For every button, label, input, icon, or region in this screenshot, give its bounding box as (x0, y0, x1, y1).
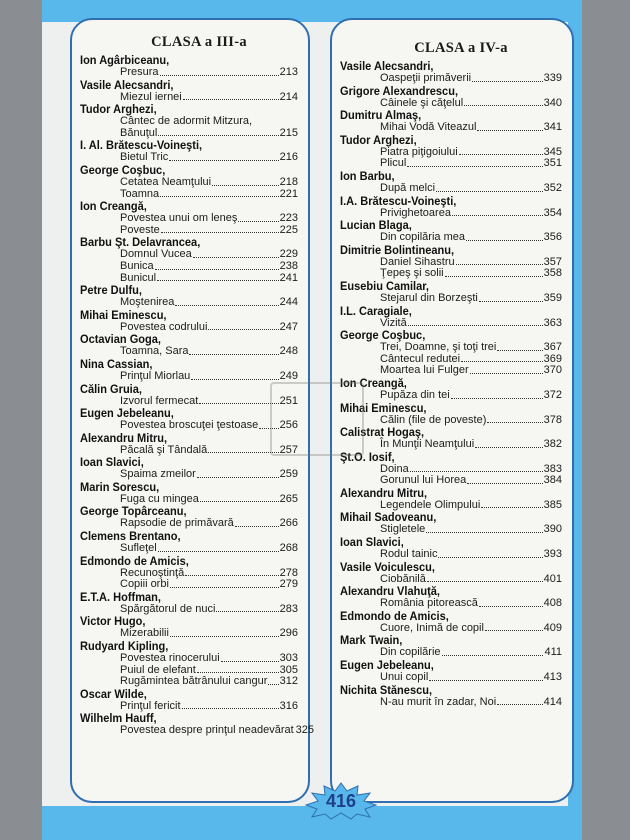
page-ref: 363 (543, 316, 562, 329)
author-name: Nichita Stănescu, (340, 682, 433, 697)
work-title: În Munţii Neamţului (380, 438, 475, 451)
dot-leader (481, 500, 542, 509)
page-ref: 316 (279, 699, 298, 712)
page-ref: 352 (543, 181, 562, 194)
work-title: Rodul tainic (380, 548, 438, 561)
work-title: Prinţul Miorlau (120, 369, 191, 382)
work-title: Bietul Tric (120, 151, 169, 164)
work-title: Recunoştinţă (120, 566, 185, 579)
dot-leader (408, 318, 543, 327)
dot-leader (479, 293, 543, 302)
dot-leader (193, 249, 279, 258)
work-title: Doina (380, 462, 409, 475)
page-ref: 221 (279, 187, 298, 200)
dot-leader (429, 672, 542, 681)
page-ref: 409 (543, 621, 562, 634)
work-title: Ciobănilă (380, 572, 426, 585)
work-title: Miezul iernei (120, 90, 182, 103)
page-ref: 358 (543, 267, 562, 280)
page-ref: 372 (543, 388, 562, 401)
page-ref: 367 (543, 341, 562, 354)
author-name: Eusebiu Camilar, (340, 278, 429, 293)
dot-leader (208, 322, 278, 331)
dot-leader (470, 365, 543, 374)
work-title: Trei, Doamne, şi toţi trei (380, 341, 497, 354)
toc-work-entry (120, 371, 298, 383)
page-ref: 214 (279, 90, 298, 103)
work-title: Legendele Olimpului (380, 498, 481, 511)
dot-leader (170, 628, 279, 637)
page-ref: 248 (279, 345, 298, 358)
author-name: I.L. Caragiale, (340, 303, 412, 318)
page-ref: 296 (279, 627, 298, 640)
page-ref: 354 (543, 206, 562, 219)
dot-leader (475, 439, 542, 448)
page-ref: 283 (279, 602, 298, 615)
dot-leader (268, 676, 278, 685)
dot-leader (407, 158, 542, 167)
page-ref: 225 (279, 223, 298, 236)
author-name: Mihail Sadoveanu, (340, 510, 437, 525)
dot-leader (197, 469, 279, 478)
author-name: Mihai Eminescu, (340, 400, 427, 415)
dot-leader (157, 273, 279, 282)
dot-leader (182, 701, 279, 710)
work-title: Povestea broscuţei ţestoase (120, 419, 259, 432)
author-name: I.A. Brătescu-Voineşti, (340, 193, 457, 208)
dot-leader (466, 232, 543, 241)
page-ref: 341 (543, 121, 562, 134)
dot-leader (216, 604, 278, 613)
work-title: Plicul (380, 157, 407, 170)
work-title: Prinţul fericit (120, 699, 181, 712)
page-ref: 382 (543, 438, 562, 451)
author-name: Tudor Arghezi, (80, 102, 157, 117)
page-ref: 383 (543, 462, 562, 475)
work-title: Moartea lui Fulger (380, 364, 469, 377)
author-name: Dumitru Almaş, (340, 108, 422, 123)
author-name: Călin Gruia, (80, 381, 142, 396)
dot-leader (160, 189, 279, 198)
page-ref: 213 (279, 66, 298, 78)
work-title: Toamna (120, 187, 160, 200)
author-name: Alexandru Mitru, (80, 430, 168, 445)
author-name: Grigore Alexandrescu, (340, 83, 459, 98)
author-name: Lucian Blaga, (340, 218, 412, 233)
author-name: Ion Creangă, (80, 199, 147, 214)
dot-leader (427, 574, 543, 583)
author-name: Eugen Jebeleanu, (80, 406, 174, 421)
work-title: Presura (120, 66, 159, 78)
work-title: Ţepeş şi solii (380, 267, 444, 280)
dot-leader (175, 297, 278, 306)
author-name: Vasile Voiculescu, (340, 559, 435, 574)
page-ref: 385 (543, 498, 562, 511)
page-ref: 241 (279, 271, 298, 284)
author-name: Vasile Alecsandri, (340, 59, 434, 73)
work-title: Mizerabilii (120, 627, 169, 640)
page-ref: 278 (279, 566, 298, 579)
page-ref: 390 (543, 523, 562, 536)
dot-leader (497, 697, 542, 706)
work-title: Povestea codrului (120, 320, 208, 333)
author-name: Vasile Alecsandri, (80, 77, 174, 92)
page-ref: 408 (543, 597, 562, 610)
work-title: Păcală şi Tândală (120, 443, 208, 456)
work-title: Bunicul (120, 271, 157, 284)
dot-leader (161, 225, 279, 234)
toc-work-entry (120, 604, 298, 616)
dot-leader (191, 371, 278, 380)
dot-leader (221, 653, 279, 662)
author-name: Mihai Eminescu, (80, 307, 167, 322)
work-title: Daniel Sihastru (380, 255, 455, 268)
column-heading: CLASA a III-a (151, 34, 247, 50)
author-name: Edmondo de Amicis, (80, 553, 189, 568)
author-name: Alexandru Mitru, (340, 485, 428, 500)
work-title: Rapsodie de primăvară (120, 517, 234, 530)
author-name: Octavian Goga, (80, 332, 161, 347)
dot-leader (200, 494, 279, 503)
dot-leader (183, 92, 279, 101)
author-name: Rudyard Kipling, (80, 639, 169, 654)
work-title: Privighetoarea (380, 206, 451, 219)
dot-leader (442, 647, 544, 656)
toc-work-entry (120, 177, 298, 189)
author-name: Ion Creangă, (340, 375, 407, 390)
work-title: După melci (380, 181, 436, 194)
page-ref: 369 (543, 352, 562, 365)
work-title: Gorunul lui Horea (380, 474, 467, 487)
work-title: Izvorul fermecat (120, 394, 199, 407)
page-ref: 357 (543, 255, 562, 268)
toc-work-entry (120, 273, 298, 285)
dot-leader (445, 268, 543, 277)
author-name: Oscar Wilde, (80, 686, 147, 701)
author-name: Victor Hugo, (80, 614, 146, 629)
dot-leader (212, 177, 279, 186)
page-ref: 345 (543, 145, 562, 158)
author-name: Wilhelm Hauff, (80, 711, 157, 726)
column-heading: CLASA a IV-a (414, 40, 508, 56)
page-ref: 229 (279, 248, 298, 261)
page-ref: 312 (279, 675, 298, 688)
page-ref: 218 (279, 175, 298, 188)
work-title: Rugămintea bătrânului cangur (120, 675, 268, 688)
page-ref: 238 (279, 259, 298, 272)
dot-leader (208, 445, 278, 454)
author-name: Marin Sorescu, (80, 479, 160, 494)
page-ref: 247 (279, 320, 298, 333)
dot-leader (487, 415, 542, 424)
page-ref: 257 (279, 443, 298, 456)
author-name: Nina Cassian, (80, 356, 153, 371)
work-title: Spaima zmeilor (120, 468, 196, 481)
page-ref: 305 (279, 663, 298, 676)
work-title: Vizită (380, 316, 407, 329)
work-title: Moştenirea (120, 296, 175, 309)
watermark-logo (270, 382, 364, 456)
dot-leader (452, 208, 543, 217)
author-name: George Coşbuc, (80, 162, 166, 177)
toc-work-entry (380, 365, 562, 377)
page-ref: 216 (279, 151, 298, 164)
page-ref: 223 (279, 212, 298, 225)
toc-work-entry (380, 342, 562, 354)
toc-work-entry (380, 158, 562, 170)
page-ref: 413 (543, 671, 562, 684)
dot-leader (170, 579, 279, 588)
dot-leader (436, 183, 543, 192)
page-ref: 378 (543, 413, 562, 426)
page-ref: 325 (295, 724, 315, 737)
book-page (42, 0, 582, 840)
page-ref: 401 (543, 572, 562, 585)
work-title: Unui copil (380, 671, 429, 684)
work-title: Bănuţul (120, 126, 158, 139)
toc-work-entry (380, 524, 562, 536)
page-ref: 339 (543, 72, 562, 84)
dot-leader (456, 257, 543, 266)
page-ref: 393 (543, 548, 562, 561)
work-title: Domnul Vucea (120, 248, 192, 261)
dot-leader (160, 67, 279, 76)
dot-leader (410, 464, 543, 473)
page-ref: 268 (279, 542, 298, 555)
work-title: Pupăza din tei (380, 388, 450, 401)
dot-leader (497, 342, 542, 351)
dot-leader (464, 98, 542, 107)
author-name: Şt.O. Iosif, (340, 449, 395, 464)
toc-column-grade-4 (330, 18, 574, 803)
toc-work-entry (380, 697, 562, 709)
work-title: Stigletele (380, 523, 426, 536)
dot-leader (158, 543, 279, 552)
author-name: Petre Dulfu, (80, 283, 142, 298)
dot-leader (185, 568, 278, 577)
dot-leader (235, 518, 279, 527)
toc-work-entry (120, 724, 315, 737)
page-ref: 279 (279, 578, 298, 591)
work-title: Povestea despre prinţul neadevărat (120, 724, 294, 737)
toc-work-entry (380, 147, 562, 159)
author-name: Eugen Jebeleanu, (340, 658, 434, 673)
work-title: Puiul de elefant (120, 663, 196, 676)
page-ref: 266 (279, 517, 298, 530)
dot-leader (477, 122, 542, 131)
dot-leader (169, 152, 278, 161)
toc-entries (80, 53, 315, 737)
page-ref: 384 (543, 474, 562, 487)
author-name: Mark Twain, (340, 633, 403, 648)
page-ref: 244 (279, 296, 298, 309)
dot-leader (472, 73, 543, 82)
work-title: N-au murit în zadar, Noi (380, 695, 497, 708)
author-name: Calistrat Hogaş, (340, 425, 425, 440)
work-title: Spărgătorul de nuci (120, 602, 216, 615)
work-title: România pitorească (380, 597, 478, 610)
author-name: E.T.A. Hoffman, (80, 589, 161, 604)
page-ref: 370 (543, 364, 562, 377)
dot-leader (155, 261, 279, 270)
work-title: Piatra piţigoiului (380, 145, 458, 158)
work-title: Povestea rinocerului (120, 652, 220, 665)
page-ref: 256 (279, 419, 298, 432)
page-ref: 265 (279, 492, 298, 505)
author-name: Dimitrie Bolintineanu, (340, 242, 455, 257)
dot-leader (238, 213, 278, 222)
page-ref: 259 (279, 468, 298, 481)
author-name: Edmondo de Amicis, (340, 608, 449, 623)
page-number-badge (304, 782, 378, 820)
work-title: Călin (file de poveste) (380, 413, 487, 426)
author-name: Barbu Şt. Delavrancea, (80, 235, 201, 250)
author-name: Ioan Slavici, (340, 535, 404, 550)
toc-work-entry (120, 213, 298, 225)
work-title: Cuore, Inimă de copil (380, 621, 484, 634)
page-ref: 251 (279, 394, 298, 407)
work-title: Fuga cu mingea (120, 492, 199, 505)
author-name: George Topârceanu, (80, 504, 187, 519)
work-title: Cântec de adormit Mitzura, (120, 115, 253, 128)
author-name: Tudor Arghezi, (340, 132, 417, 147)
work-title: Mihai Vodă Viteazul (380, 121, 477, 134)
work-title: Sufleţel (120, 542, 157, 555)
dot-leader (438, 549, 542, 558)
dot-leader (485, 623, 543, 632)
page-ref: 303 (279, 652, 298, 665)
page-ref: 351 (543, 157, 562, 170)
author-name: Ion Agârbiceanu, (80, 53, 170, 67)
toc-work-entry (120, 653, 298, 665)
author-name: I. Al. Brătescu-Voineşti, (80, 138, 203, 153)
work-title: Copiii orbi (120, 578, 169, 591)
work-title: Din copilăria mea (380, 231, 465, 244)
page-ref: 356 (543, 231, 562, 244)
dot-leader (197, 665, 279, 674)
author-name: Ioan Slavici, (80, 455, 144, 470)
page-number: 416 (325, 790, 357, 811)
work-title: Din copilărie (380, 646, 441, 659)
dot-leader (451, 390, 543, 399)
page-ref: 414 (543, 695, 562, 708)
page-ref: 411 (544, 646, 562, 659)
toc-work-entry (380, 439, 562, 451)
toc-entries (340, 59, 562, 708)
page-ref: 249 (279, 369, 298, 382)
dot-leader (461, 354, 543, 363)
work-title: Toamna, Sara (120, 345, 189, 358)
toc-work-entry (380, 623, 562, 635)
dot-leader (426, 524, 542, 533)
author-name: George Coşbuc, (340, 328, 426, 343)
dot-leader (189, 346, 278, 355)
author-name: Alexandru Vlahuţă, (340, 584, 441, 599)
dot-leader (459, 147, 543, 156)
work-title: Câinele şi căţelul (380, 96, 464, 109)
dot-leader (467, 475, 542, 484)
work-title: Povestea unui om leneş (120, 212, 238, 225)
page-ref: 359 (543, 291, 562, 304)
dot-leader (158, 128, 278, 137)
work-title: Stejarul din Borzeşti (380, 291, 478, 304)
page-ref: 215 (279, 126, 298, 139)
author-name: Clemens Brentano, (80, 529, 181, 544)
work-title: Bunica (120, 259, 154, 272)
toc-work-entry (120, 261, 298, 273)
work-title: Cântecul redutei (380, 352, 461, 365)
work-title: Poveste (120, 223, 160, 236)
dot-leader (199, 396, 278, 405)
page-ref: 340 (543, 96, 562, 109)
work-title: Oaspeţii primăverii (380, 72, 472, 84)
dot-leader (479, 598, 543, 607)
work-title: Cetatea Neamţului (120, 175, 212, 188)
author-name: Ion Barbu, (340, 168, 395, 183)
